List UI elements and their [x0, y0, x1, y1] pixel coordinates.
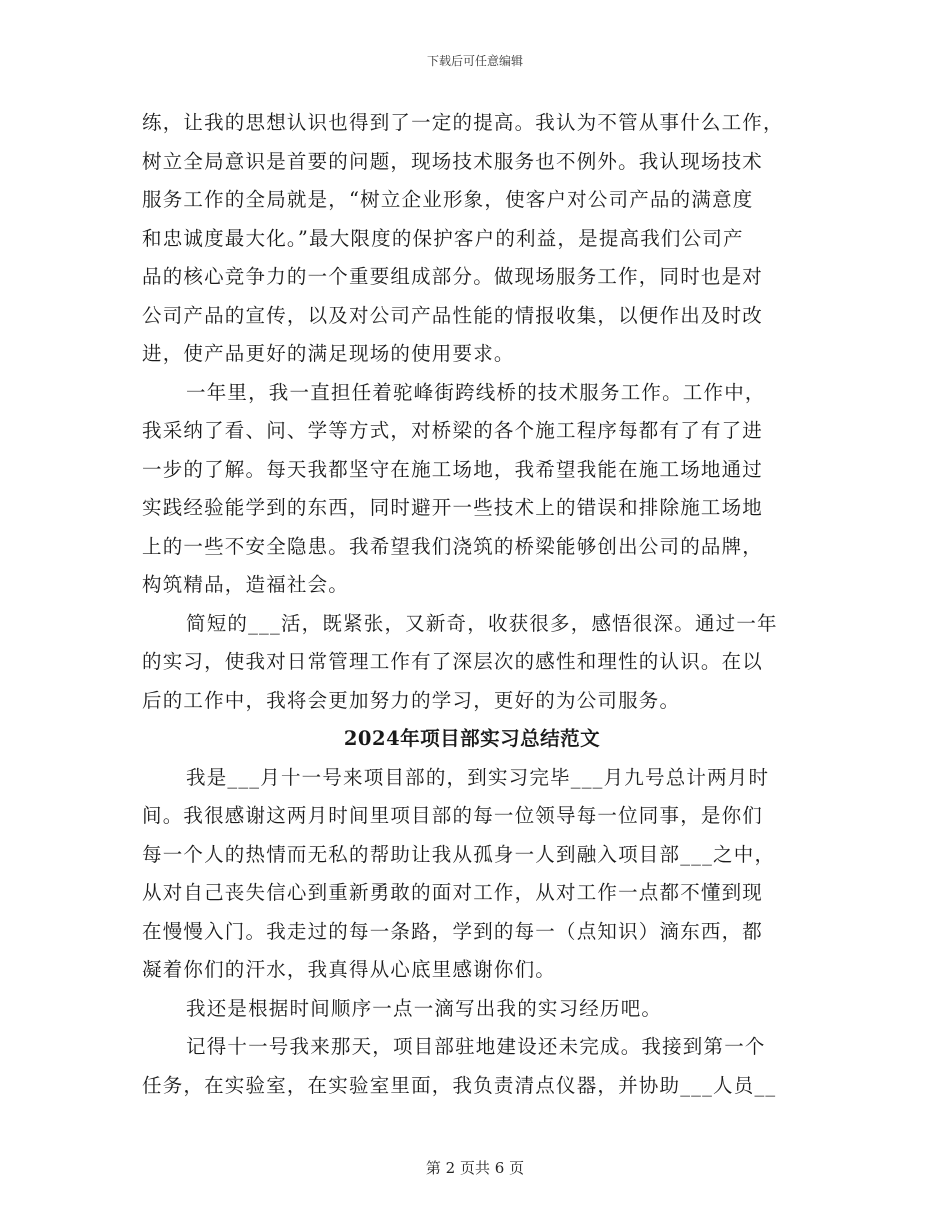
section-title: 2024年项目部实习总结范文: [343, 727, 601, 750]
document-body: [142, 104, 802, 1105]
body-line: 每一个人的热情而无私的帮助让我从孤身一人到融入项目部___之中，: [142, 842, 776, 866]
body-line: 实践经验能学到的东西，同时避开一些技术上的错误和排除施工场地: [142, 496, 764, 519]
paragraph-start-line: 一年里，我一直担任着驼峰街跨线桥的技术服务工作。工作中，: [186, 380, 766, 404]
body-line: 间。我很感谢这两月时间里项目部的每一位领导每一位同事，是你们: [142, 804, 764, 827]
paragraph-start-line: 我是___月十一号来项目部的，到实习完毕___月九号总计两月时: [186, 765, 770, 789]
page-footer: 第 2 页共 6 页: [425, 1159, 525, 1177]
body-line: 凝着你们的汗水，我真得从心底里感谢你们。: [142, 958, 557, 981]
body-line: 从对自己丧失信心到重新勇敢的面对工作，从对工作一点都不懂到现: [142, 881, 764, 904]
body-line: 一步的了解。每天我都坚守在施工场地，我希望我能在施工场地通过: [142, 457, 764, 481]
body-line: 后的工作中，我将会更加努力的学习，更好的为公司服务。: [142, 688, 681, 712]
body-line: 上的一些不安全隐患。我希望我们浇筑的桥梁能够创出公司的品牌，: [142, 534, 764, 558]
body-line: 任务，在实验室，在实验室里面，我负责清点仪器，并协助___人员__: [142, 1073, 777, 1097]
body-line: 公司产品的宣传，以及对公司产品性能的情报收集，以便作出及时改: [142, 303, 764, 327]
body-line: 品的核心竞争力的一个重要组成部分。做现场服务工作，同时也是对: [142, 265, 764, 288]
body-line: 服务工作的全局就是，“树立企业形象，使客户对公司产品的满意度: [142, 188, 754, 211]
paragraph-start-line: 我还是根据时间顺序一点一滴写出我的实习经历吧。: [186, 996, 663, 1020]
body-line: 和忠诚度最大化。”最大限度的保护客户的利益，是提高我们公司产: [142, 226, 744, 250]
body-line: 树立全局意识是首要的问题，现场技术服务也不例外。我认现场技术: [142, 149, 764, 173]
body-line: 我采纳了看、问、学等方式，对桥梁的各个施工程序每都有了有了进: [142, 419, 764, 442]
page-header: 下载后可任意编辑: [426, 54, 523, 68]
body-line: 练，让我的思想认识也得到了一定的提高。我认为不管从事什么工作，: [142, 111, 784, 134]
body-line: 在慢慢入门。我走过的每一条路，学到的每一（点知识）滴东西，都: [142, 919, 764, 943]
paragraph-start-line: 记得十一号我来那天，项目部驻地建设还未完成。我接到第一个: [186, 1035, 766, 1058]
paragraph-start-line: 简短的___活，既紧张，又新奇，收获很多，感悟很深。通过一年: [186, 611, 778, 635]
body-line: 的实习，使我对日常管理工作有了深层次的感性和理性的认识。在以: [142, 650, 764, 673]
body-line: 进，使产品更好的满足现场的使用要求。: [142, 342, 515, 365]
body-line: 构筑精品，造福社会。: [142, 573, 350, 596]
